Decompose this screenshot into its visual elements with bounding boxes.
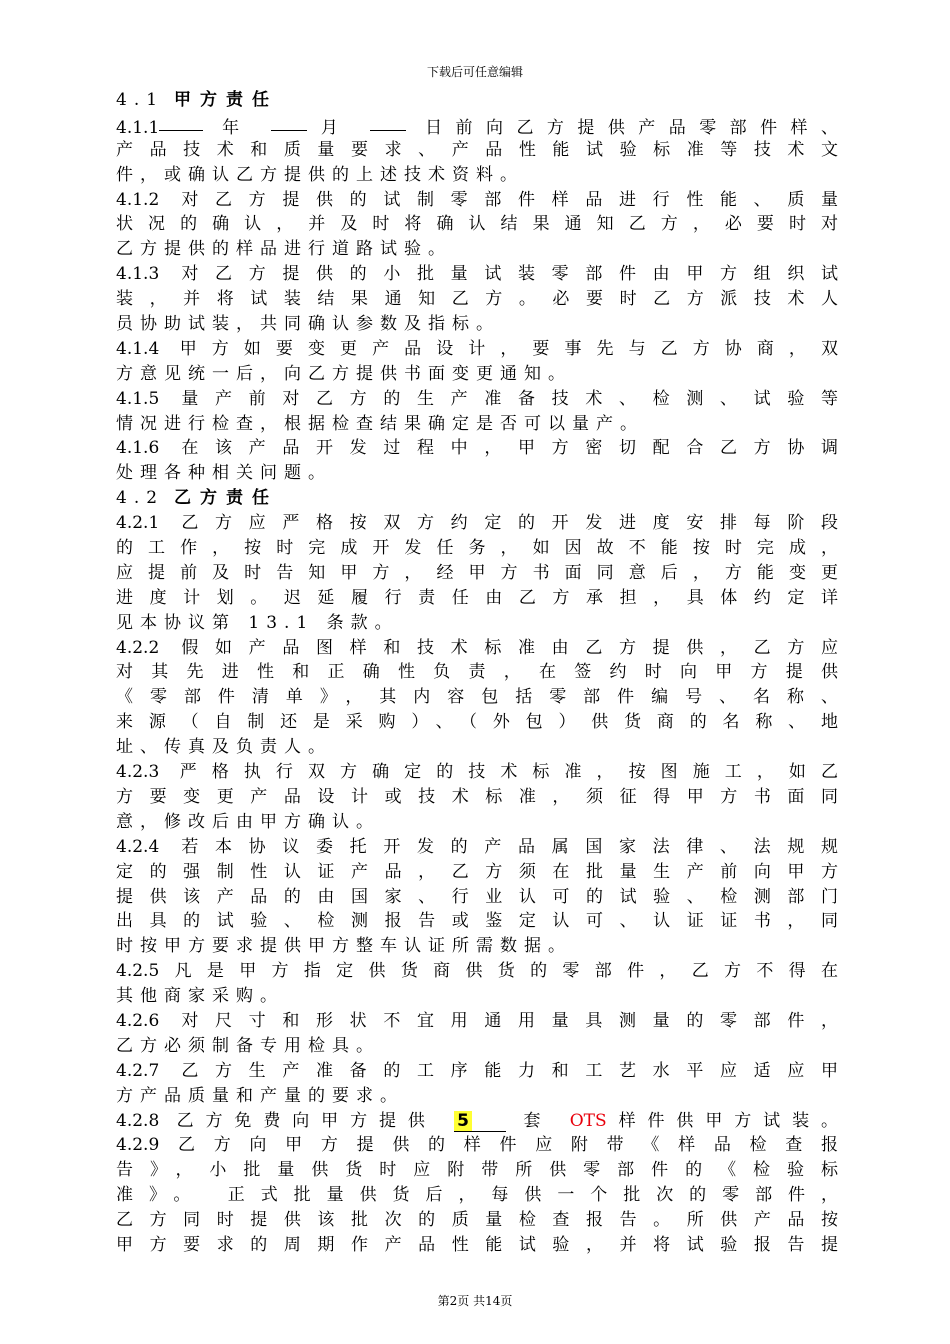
text-line: 乙方同时提供该批次的质量检查报告。所供产品按 — [116, 1210, 838, 1231]
clause-4-2-3: 4.2.3 严格执行双方确定的技术标准，按图施工，如乙 — [116, 762, 838, 783]
page-header: 下载后可任意编辑 — [426, 65, 523, 79]
blank-month — [271, 113, 307, 131]
text-line: 甲方要求的周期作产品性能试验，并将试验报告提 — [116, 1234, 838, 1255]
text-line: 时按甲方要求提供甲方整车认证所需数据。 — [116, 936, 572, 957]
text-line: 应提前及时告知甲方，经甲方书面同意后，方能变更 — [116, 562, 838, 583]
clause-4-1-6: 4.1.6 在该产品开发过程中，甲方密切配合乙方协调 — [116, 438, 838, 459]
text-line: 出具的试验、检测报告或鉴定认可、认证证书，同 — [116, 911, 838, 932]
page-footer: 第2页 共14页 — [437, 1294, 513, 1308]
text-line: 装，并将试装结果通知乙方。必要时乙方派技术人 — [116, 289, 838, 310]
text-line: 《零部件清单》，其内容包括零部件编号、名称、 — [116, 687, 838, 708]
text-line: 处理各种相关问题。 — [116, 463, 332, 484]
clause-4-1-4: 4.1.4 甲方如要变更产品设计，要事先与乙方协商，双 — [116, 338, 838, 359]
clause-4-1-3: 4.1.3 对乙方提供的小批量试装零部件由甲方组织试 — [116, 264, 838, 285]
text-line: 的工作，按时完成开发任务，如因故不能按时完成， — [116, 538, 838, 559]
section-heading-4-1: 4.1 甲方责任 — [116, 90, 279, 110]
clause-4-2-4: 4.2.4 若本协议委托开发的产品属国家法律、法规规 — [116, 836, 838, 857]
text-line: 产品技术和质量要求、产品性能试验标准等技术文 — [116, 139, 838, 160]
text-line: 方产品质量和产量的要求。 — [116, 1085, 404, 1106]
text-line: 方要变更产品设计或技术标准，须征得甲方书面同 — [116, 786, 838, 807]
clause-4-2-9: 4.2.9乙方向甲方提供的样件应附带《样品检查报 — [116, 1135, 838, 1156]
text-line: 方意见统一后，向乙方提供书面变更通知。 — [116, 363, 572, 384]
text-line: 提供该产品的由国家、行业认可的试验、检测部门 — [116, 886, 838, 907]
clause-4-1-5: 4.1.5 量产前对乙方的生产准备技术、检测、试验等 — [116, 388, 838, 409]
document-body — [116, 88, 838, 1258]
text-line: 定的强制性认证产品，乙方须在批量生产前向甲方 — [116, 861, 838, 882]
blank-year — [159, 113, 203, 131]
sample-count-blank — [454, 1111, 506, 1132]
text-line: 进度计划。迟延履行责任由乙方承担，具体约定详 — [116, 587, 838, 608]
text-line: 对其先进性和正确性负责，在签约时向甲方提供 — [116, 662, 838, 683]
text-line: 来源（自制还是采购）、（外包）供货商的名称、地 — [116, 712, 838, 733]
text-line: 员协助试装，共同确认参数及指标。 — [116, 314, 500, 335]
clause-4-1-2: 4.1.2 对乙方提供的试制零部件样品进行性能、质量 — [116, 189, 838, 210]
clause-4-2-2: 4.2.2 假如产品图样和技术标准由乙方提供，乙方应 — [116, 637, 838, 658]
text-line: 准》。 正式批量供货后，每供一个批次的零部件， — [116, 1185, 838, 1206]
text-line: 址、传真及负责人。 — [116, 737, 332, 758]
ots-label: OTS — [569, 1110, 607, 1131]
text-line: 状况的确认，并及时将确认结果通知乙方，必要时对 — [116, 214, 838, 235]
sample-count-highlight: 5 — [454, 1111, 472, 1131]
text-line: 乙方必须制备专用检具。 — [116, 1035, 380, 1056]
text-line: 意，修改后由甲方确认。 — [116, 811, 380, 832]
clause-4-1-1: 4.1.1 年 月 日前向乙方提供产品零部件样、 — [116, 113, 838, 138]
text-line: 乙方提供的样品进行道路试验。 — [116, 239, 452, 260]
text-line: 见本协议第 13.1 条款。 — [116, 612, 399, 633]
text-line: 件，或确认乙方提供的上述技术资料。 — [116, 164, 524, 185]
text-line: 其他商家采购。 — [116, 986, 284, 1007]
clause-4-2-8: 4.2.8 乙方免费向甲方提供 5 套 OTS样件供甲方试装。 — [116, 1110, 838, 1131]
section-heading-4-2: 4.2 乙方责任 — [116, 488, 279, 509]
clause-4-2-6: 4.2.6 对尺寸和形状不宜用通用量具测量的零部件， — [116, 1010, 838, 1031]
clause-4-2-7: 4.2.7 乙方生产准备的工序能力和工艺水平应适应甲 — [116, 1060, 838, 1081]
blank-day — [370, 113, 406, 131]
clause-4-2-5: 4.2.5凡是甲方指定供货商供货的零部件，乙方不得在 — [116, 961, 838, 982]
text-line: 告》，小批量供货时应附带所供零部件的《检验标 — [116, 1160, 838, 1181]
clause-4-2-1: 4.2.1 乙方应严格按双方约定的开发进度安排每阶段 — [116, 513, 838, 534]
text-line: 情况进行检查，根据检查结果确定是否可以量产。 — [116, 413, 644, 434]
